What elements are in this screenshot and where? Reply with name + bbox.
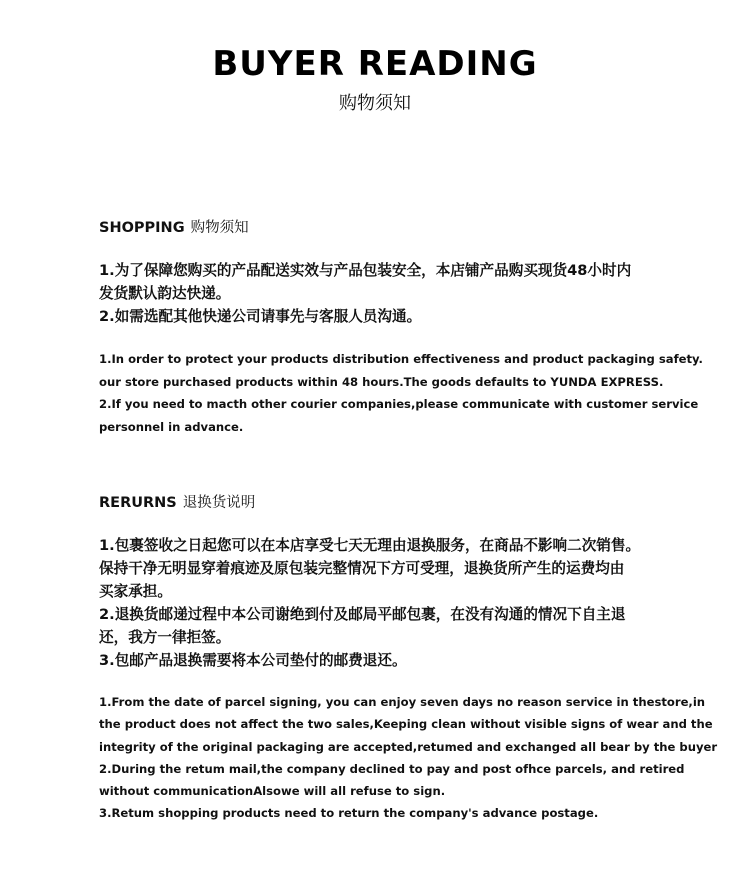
returns-heading-en: RERURNS <box>99 495 177 511</box>
shopping-zh-line: 1.为了保障您购买的产品配送实效与产品包装安全，本店铺产品购买现货48小时内 <box>99 262 632 279</box>
shopping-heading <box>99 216 249 237</box>
shopping-en-line: our store purchased products within 48 hours.The goods defaults to YUNDA EXPRESS. <box>99 374 664 389</box>
shopping-en-line: 1.In order to protect your products distribution effectiveness and product packaging safety. <box>99 352 703 366</box>
shopping-heading-en: SHOPPING <box>99 220 185 236</box>
returns-zh-line: 保持干净无明显穿着痕迹及原包装完整情况下方可受理，退换货所产生的运费均由 <box>99 560 625 577</box>
returns-en-line: 2.During the retum mail,the company declined to pay and post ofhce parcels, and retired <box>99 761 685 776</box>
shopping-heading-cn: 购物须知 <box>190 220 249 236</box>
page-title: BUYER READING <box>212 44 538 84</box>
returns-zh-line: 1.包裹签收之日起您可以在本店享受七天无理由退换服务，在商品不影响二次销售。 <box>99 537 641 554</box>
returns-heading-cn: 退换货说明 <box>182 495 256 511</box>
returns-zh-line: 3.包邮产品退换需要将本公司垫付的邮费退还。 <box>99 652 407 669</box>
returns-english-text <box>99 691 718 825</box>
returns-en-line: 1.From the date of parcel signing, you can enjoy seven days no reason service in thestore,in <box>99 695 706 709</box>
shopping-zh-line: 2.如需选配其他快递公司请事先与客服人员沟通。 <box>99 308 422 325</box>
shopping-english-text <box>99 348 703 439</box>
returns-en-line: without communicationAlsowe will all refuse to sign. <box>99 784 446 799</box>
returns-en-line: 3.Retum shopping products need to return the company's advance postage. <box>99 806 599 821</box>
returns-chinese-text <box>99 534 669 672</box>
shopping-chinese-text <box>99 259 669 328</box>
shopping-en-line: personnel in advance. <box>99 420 244 435</box>
returns-en-line: integrity of the original packaging are accepted,retumed and exchanged all bear by the buyer <box>99 739 718 754</box>
returns-zh-line: 还，我方一律拒签。 <box>99 629 231 646</box>
returns-en-line: the product does not affect the two sales,Keeping clean without visible signs of wear and the <box>99 717 713 732</box>
shopping-zh-line: 发货默认韵达快递。 <box>99 285 231 302</box>
returns-zh-line: 买家承担。 <box>99 583 172 600</box>
page-subtitle: 购物须知 <box>339 93 411 114</box>
returns-heading <box>99 491 255 512</box>
returns-zh-line: 2.退换货邮递过程中本公司谢绝到付及邮局平邮包裹，在没有沟通的情况下自主退 <box>99 606 626 623</box>
shopping-en-line: 2.If you need to macth other courier companies,please communicate with customer service <box>99 397 699 412</box>
